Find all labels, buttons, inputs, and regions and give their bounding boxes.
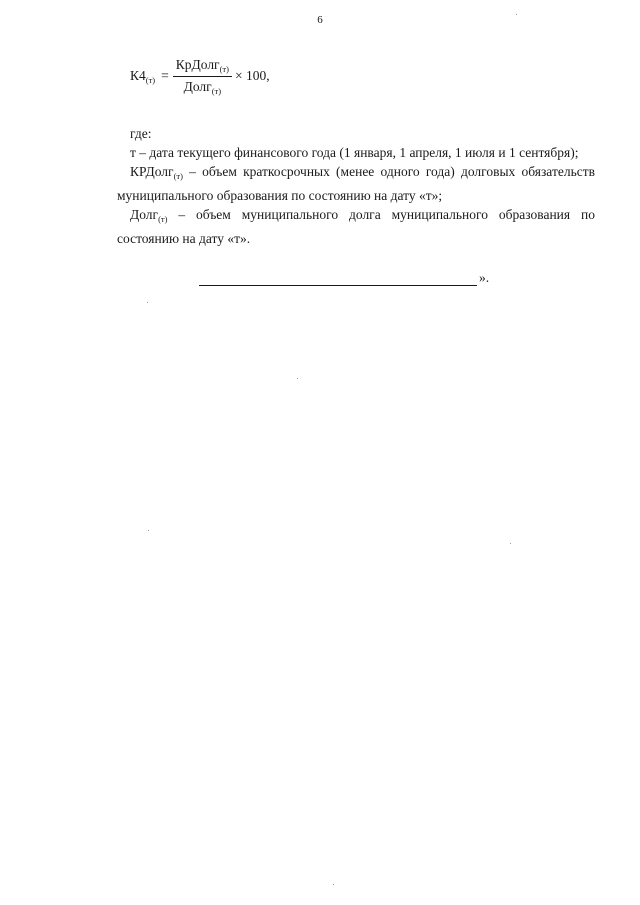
definition-t: т – дата текущего финансового года (1 января, 1 апреля, 1 июля и 1 сентября); bbox=[130, 145, 579, 160]
formula-numerator: КрДолг$_{(т)}$ bbox=[175, 56, 229, 74]
scan-speck bbox=[333, 884, 334, 885]
scan-speck bbox=[297, 378, 298, 379]
scan-speck bbox=[148, 530, 149, 531]
scan-speck bbox=[147, 302, 148, 303]
scan-speck bbox=[510, 543, 511, 544]
closing-quote: ». bbox=[479, 270, 490, 285]
formula-fraction bbox=[173, 57, 232, 96]
definition-krdolg: КРДолг$_{(т)}$ – объем краткосрочных (менее одного года) долговых обязательств муниципального образования по состоянию на дату «т»; bbox=[117, 164, 595, 203]
closing-rule bbox=[199, 285, 477, 286]
formula-multiplier: × 100, bbox=[234, 68, 270, 83]
formula-lhs: $К4_{(т)}$ bbox=[130, 67, 156, 85]
formula-k4 bbox=[130, 52, 270, 100]
where-label: где: bbox=[130, 126, 152, 141]
formula-denominator: Долг$_{(т)}$ bbox=[183, 78, 222, 96]
page-number: 6 bbox=[317, 14, 323, 26]
definition-dolg: Долг$_{(т)}$ – объем муниципального долга муниципального образования по состоянию на дату «т». bbox=[117, 207, 595, 246]
definitions-block bbox=[117, 124, 595, 248]
formula-equals: = bbox=[161, 68, 169, 83]
scan-speck bbox=[516, 14, 517, 15]
